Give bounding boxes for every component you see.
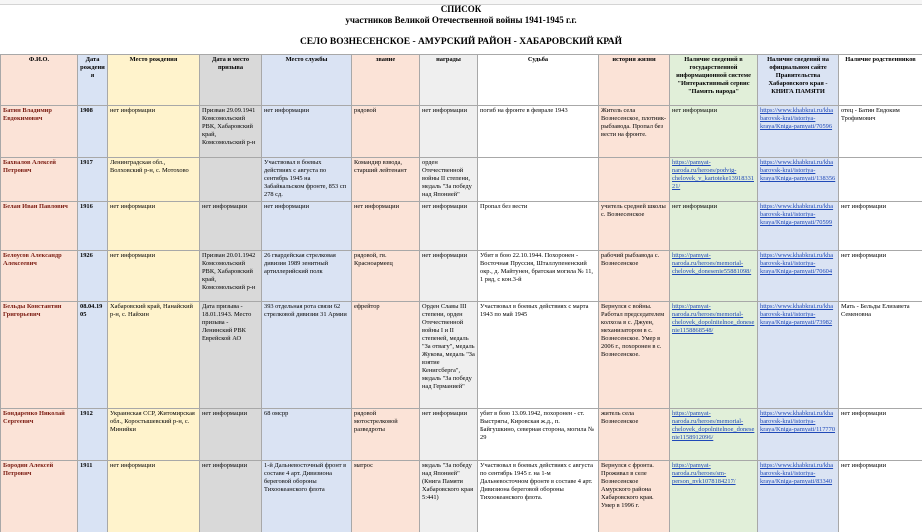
table-cell[interactable]: [758, 106, 839, 158]
table-cell[interactable]: [108, 409, 200, 461]
person-name: Бахвалов Алексей Петрович: [3, 159, 56, 174]
table-cell[interactable]: [78, 461, 108, 532]
table-cell[interactable]: [200, 461, 262, 532]
table-cell[interactable]: [352, 158, 420, 202]
column-header[interactable]: Ф.И.О.: [1, 55, 78, 106]
record-link[interactable]: https://www.khabkrai.ru/khabarovsk-krai/istoriya-kraya/Kniga-pamyati/117770: [760, 410, 836, 433]
table-cell[interactable]: [758, 461, 839, 532]
cell-text: 1911: [80, 462, 93, 469]
cell-text: нет информации: [841, 462, 887, 469]
person-name: Бельды Константин Григорьевич: [3, 303, 62, 318]
column-header[interactable]: награды: [420, 55, 478, 106]
table-cell[interactable]: [262, 409, 352, 461]
cell-text: Житель села Вознесенское, плотник-рыбзавода. Пропал без вести на фронте.: [601, 107, 667, 138]
cell-text: нет информации: [110, 462, 156, 469]
document-subtitle: участников Великой Отечественной войны 1941-1945 г.г.: [345, 15, 577, 25]
person-name-cell[interactable]: [1, 302, 78, 409]
column-header[interactable]: Наличие родственников: [839, 55, 922, 106]
table-cell[interactable]: [108, 461, 200, 532]
table-cell[interactable]: [262, 302, 352, 409]
record-link: нет информации: [672, 203, 718, 210]
cell-text: Орден Славы III степени, орден Отечественной войны I и II степеней, медаль "За отвагу", медаль Жукова, медаль "За взятие Кенигсберга", медаль "За победу над Германией": [422, 303, 475, 390]
table-cell[interactable]: [758, 409, 839, 461]
cell-text: нет информации: [841, 203, 887, 210]
record-link[interactable]: https://pamyat-naroda.ru/heroes/podvig-chelovek_v_kartoteke1391833121/: [672, 159, 754, 190]
column-header[interactable]: Место службы: [262, 55, 352, 106]
person-name-cell[interactable]: [1, 409, 78, 461]
table-cell[interactable]: [262, 461, 352, 532]
table-cell[interactable]: [839, 106, 922, 158]
table-cell[interactable]: [200, 158, 262, 202]
table-cell[interactable]: [78, 202, 108, 251]
cell-text: Ленинградская обл., Волховский р-н, с. Мотохово: [110, 159, 189, 174]
cell-text: нет информации: [422, 203, 468, 210]
cell-text: медаль "За победу над Японией" (Книга Памяти Хабаровского края 5:441): [422, 462, 474, 501]
cell-text: 1-й Дальневосточный фронт в составе 4 арт. Дивизиона береговой обороны Тихоокеанского флота: [264, 462, 347, 493]
table-cell[interactable]: [839, 461, 922, 532]
table-cell[interactable]: [670, 106, 758, 158]
cell-text: матрос: [354, 462, 373, 469]
table-row: [1, 461, 922, 532]
table-cell[interactable]: [420, 461, 478, 532]
table-cell[interactable]: [478, 251, 599, 302]
cell-text: нет информации: [110, 252, 156, 259]
cell-text: рабочий рыбзавода с. Вознесенское: [601, 252, 660, 267]
table-cell[interactable]: [200, 202, 262, 251]
table-cell[interactable]: [839, 158, 922, 202]
table-cell[interactable]: [262, 251, 352, 302]
record-link[interactable]: https://www.khabkrai.ru/khabarovsk-krai/istoriya-kraya/Kniga-pamyati/70596: [760, 107, 834, 130]
person-name: Белан Иван Павлович: [3, 203, 68, 210]
table-cell[interactable]: [670, 202, 758, 251]
table-cell[interactable]: [78, 302, 108, 409]
cell-text: нет информации: [354, 203, 400, 210]
table-cell[interactable]: [352, 302, 420, 409]
record-link[interactable]: https://www.khabkrai.ru/khabarovsk-krai/istoriya-kraya/Kniga-pamyati/138356: [760, 159, 836, 182]
column-header[interactable]: Судьба: [478, 55, 599, 106]
table-cell[interactable]: [420, 251, 478, 302]
column-header[interactable]: Место рождения: [108, 55, 200, 106]
cell-text: нет информации: [264, 107, 310, 114]
cell-text: Вернулся с войны. Работал председателем колхоза в с. Джуен, механизатором в с. Вознесенское. Умер в 2006 г., похоронен в с. Вознесенское.: [601, 303, 665, 358]
table-cell[interactable]: [420, 202, 478, 251]
location-title: СЕЛО ВОЗНЕСЕНСКОЕ - АМУРСКИЙ РАЙОН - ХАБАРОВСКИЙ КРАЙ: [299, 37, 623, 47]
record-link[interactable]: https://www.khabkrai.ru/khabarovsk-krai/istoriya-kraya/Kniga-pamyati/83340: [760, 462, 834, 485]
cell-text: Украинская ССР, Житомирская обл., Коростышевский р-н, с. Минийки: [110, 410, 195, 433]
person-name: Батин Владимир Евдокимович: [3, 107, 52, 122]
table-cell[interactable]: [262, 202, 352, 251]
table-cell[interactable]: [758, 302, 839, 409]
cell-text: орден Отечественной войны II степени, медаль "За победу над Японией": [422, 159, 472, 198]
cell-text: нет информации: [422, 107, 468, 114]
table-cell[interactable]: [420, 409, 478, 461]
table-row: [1, 202, 922, 251]
document-title: СПИСОК: [440, 4, 482, 14]
table-body: [1, 106, 922, 532]
table-cell[interactable]: [108, 106, 200, 158]
column-header[interactable]: Наличие сведений в государственной информационной системе "Интерактивный сервис "Память народа": [670, 55, 758, 106]
table-cell[interactable]: [352, 461, 420, 532]
table-cell[interactable]: [839, 202, 922, 251]
person-name-cell[interactable]: [1, 202, 78, 251]
table-cell[interactable]: [599, 106, 670, 158]
table-cell[interactable]: [108, 158, 200, 202]
person-name-cell[interactable]: [1, 461, 78, 532]
person-name-cell[interactable]: [1, 251, 78, 302]
record-link: нет информации: [672, 107, 718, 114]
record-link[interactable]: https://www.khabkrai.ru/khabarovsk-krai/istoriya-kraya/Kniga-pamyati/73982: [760, 303, 834, 326]
table-cell[interactable]: [78, 409, 108, 461]
record-link[interactable]: https://pamyat-naroda.ru/heroes/sm-person_nvk1078184217/: [672, 462, 736, 485]
cell-text: ефрейтор: [354, 303, 380, 310]
table-cell[interactable]: [599, 158, 670, 202]
record-link[interactable]: https://pamyat-naroda.ru/heroes/memorial-chelovek_dopolnitelnoe_donesenie1158868548/: [672, 303, 755, 334]
table-cell[interactable]: [352, 409, 420, 461]
cell-text: 08.04.1905: [80, 303, 103, 318]
cell-text: нет информации: [202, 203, 248, 210]
cell-text: нет информации: [202, 462, 248, 469]
table-cell[interactable]: [758, 158, 839, 202]
table-cell[interactable]: [200, 409, 262, 461]
cell-text: Пропал без вести: [480, 203, 528, 210]
table-cell[interactable]: [599, 302, 670, 409]
table-cell[interactable]: [352, 202, 420, 251]
cell-text: рядовой мотострелковой разведроты: [354, 410, 398, 433]
cell-text: Участвовал в боевых действиях с марта 1943 по май 1945: [480, 303, 589, 318]
column-header[interactable]: история жизни: [599, 55, 670, 106]
cell-text: Хабаровский край, Нанайский р-н, с. Найхин: [110, 303, 193, 318]
table-cell[interactable]: [478, 302, 599, 409]
column-header[interactable]: Наличие сведений на официальном сайте Правительства Хабаровского края - КНИГА ПАМЯТИ: [758, 55, 839, 106]
record-link[interactable]: https://pamyat-naroda.ru/heroes/memorial-chelovek_donesenie55881098/: [672, 252, 752, 275]
table-cell[interactable]: [352, 251, 420, 302]
cell-text: нет информации: [841, 252, 887, 259]
table-cell[interactable]: [478, 409, 599, 461]
table-cell[interactable]: [599, 202, 670, 251]
cell-text: отец - Батин Евдоким Трофимович: [841, 107, 900, 122]
table-cell[interactable]: [262, 158, 352, 202]
column-header[interactable]: звание: [352, 55, 420, 106]
table-cell[interactable]: [78, 158, 108, 202]
cell-text: Убит в бою 22.10.1944. Похоронен - Восточная Пруссия, Шталлупененский окр., д. Майтунен, братская могила № 11, 1 ряд, с кон.3-й: [480, 252, 594, 283]
header-row: [1, 55, 922, 106]
table-row: [1, 251, 922, 302]
cell-text: нет информации: [422, 410, 468, 417]
cell-text: погиб на фронте в феврале 1943: [480, 107, 568, 114]
veterans-table: [0, 54, 922, 532]
table-cell[interactable]: [420, 158, 478, 202]
table-cell[interactable]: [108, 251, 200, 302]
cell-text: Участвовал в боевых действиях с августа по сентябрь 1945 г. на 1-м Дальневосточном фронте в составе 4 арт. Дивизиона береговой обороны Тихоокеанского флота.: [480, 462, 594, 501]
table-cell[interactable]: [839, 409, 922, 461]
cell-text: нет информации: [202, 410, 248, 417]
table-cell[interactable]: [352, 106, 420, 158]
cell-text: Вернулся с фронта. Проживал в селе Вознесенское Амурского района Хабаровского края. Умер в 1996 г.: [601, 462, 654, 509]
cell-text: Дата призыва - 18.01.1943. Место призыва - Ленинский РВК Еврейской АО: [202, 303, 252, 342]
table-cell[interactable]: [420, 302, 478, 409]
cell-text: 393 отдельная рота связи 62 стрелковой дивизии 31 Армии: [264, 303, 347, 318]
table-cell[interactable]: [108, 202, 200, 251]
table-cell[interactable]: [78, 251, 108, 302]
table-cell[interactable]: [478, 461, 599, 532]
table-row: [1, 158, 922, 202]
table-cell[interactable]: [599, 251, 670, 302]
record-link[interactable]: https://www.khabkrai.ru/khabarovsk-krai/istoriya-kraya/Kniga-pamyati/70599: [760, 203, 834, 226]
cell-text: 1916: [80, 203, 93, 210]
record-link[interactable]: https://www.khabkrai.ru/khabarovsk-krai/istoriya-kraya/Kniga-pamyati/70604: [760, 252, 834, 275]
table-cell[interactable]: [758, 251, 839, 302]
cell-text: нет информации: [422, 252, 468, 259]
column-header[interactable]: Дата и место призыва: [200, 55, 262, 106]
cell-text: рядовой: [354, 107, 377, 114]
person-name: Бородин Алексей Петрович: [3, 462, 54, 477]
person-name-cell[interactable]: [1, 158, 78, 202]
table-cell[interactable]: [839, 302, 922, 409]
column-header[interactable]: Дата рождения: [78, 55, 108, 106]
table-cell[interactable]: [420, 106, 478, 158]
cell-text: рядовой, гв. Красноармеец: [354, 252, 393, 267]
cell-text: убит в бою 13.09.1942, похоронен - ст. Выстрягы, Кировская ж.д., п. Байгушкино, северная сторона, могила № 29: [480, 410, 595, 441]
table-cell[interactable]: [200, 106, 262, 158]
table-cell[interactable]: [599, 409, 670, 461]
table-cell[interactable]: [78, 106, 108, 158]
table-cell[interactable]: [478, 106, 599, 158]
cell-text: учитель средней школы с. Вознесенское: [601, 203, 666, 218]
cell-text: Призван 29.09.1941 Комсомольский РВК, Хабаровский край, Комсомольский р-н: [202, 107, 256, 146]
table-cell[interactable]: [670, 409, 758, 461]
cell-text: нет информации: [264, 203, 310, 210]
table-cell[interactable]: [670, 461, 758, 532]
table-cell[interactable]: [839, 251, 922, 302]
table-cell[interactable]: [478, 202, 599, 251]
table-cell[interactable]: [108, 302, 200, 409]
person-name-cell[interactable]: [1, 106, 78, 158]
cell-text: нет информации: [110, 203, 156, 210]
person-name: Бондаренко Николай Сергеевич: [3, 410, 65, 425]
table-row: [1, 302, 922, 409]
cell-text: нет информации: [841, 410, 887, 417]
record-link[interactable]: https://pamyat-naroda.ru/heroes/memorial-chelovek_dopolnitelnoe_donesenie1158912096/: [672, 410, 755, 441]
table-cell[interactable]: [478, 158, 599, 202]
table-row: [1, 106, 922, 158]
table-cell[interactable]: [200, 251, 262, 302]
cell-text: житель села Вознесенское: [601, 410, 639, 425]
person-name: Белоусов Александр Алексеевич: [3, 252, 62, 267]
table-row: [1, 409, 922, 461]
cell-text: нет информации: [110, 107, 156, 114]
table-cell[interactable]: [670, 302, 758, 409]
table-cell[interactable]: [262, 106, 352, 158]
table-cell[interactable]: [200, 302, 262, 409]
table-cell[interactable]: [670, 158, 758, 202]
cell-text: 1917: [80, 159, 93, 166]
table-cell[interactable]: [758, 202, 839, 251]
cell-text: Командир взвода, старший лейтенант: [354, 159, 407, 174]
cell-text: Мать - Бельды Елизавета Семеновна: [841, 303, 910, 318]
cell-text: Участвовал в боевых действиях с августа по сентябрь 1945 на Забайкальском фронте, 853 сп 278 сд.: [264, 159, 347, 198]
cell-text: 1926: [80, 252, 93, 259]
cell-text: Призван 20.01.1942 Комсомольский РВК, Хабаровский край, Комсомольский р-н: [202, 252, 256, 291]
cell-text: 1912: [80, 410, 93, 417]
cell-text: 1908: [80, 107, 93, 114]
cell-text: 68 омсрр: [264, 410, 289, 417]
cell-text: 26 гвардейская стрелковая дивизия 1989 зенитный артиллерийский полк: [264, 252, 336, 275]
table-cell[interactable]: [670, 251, 758, 302]
table-cell[interactable]: [599, 461, 670, 532]
